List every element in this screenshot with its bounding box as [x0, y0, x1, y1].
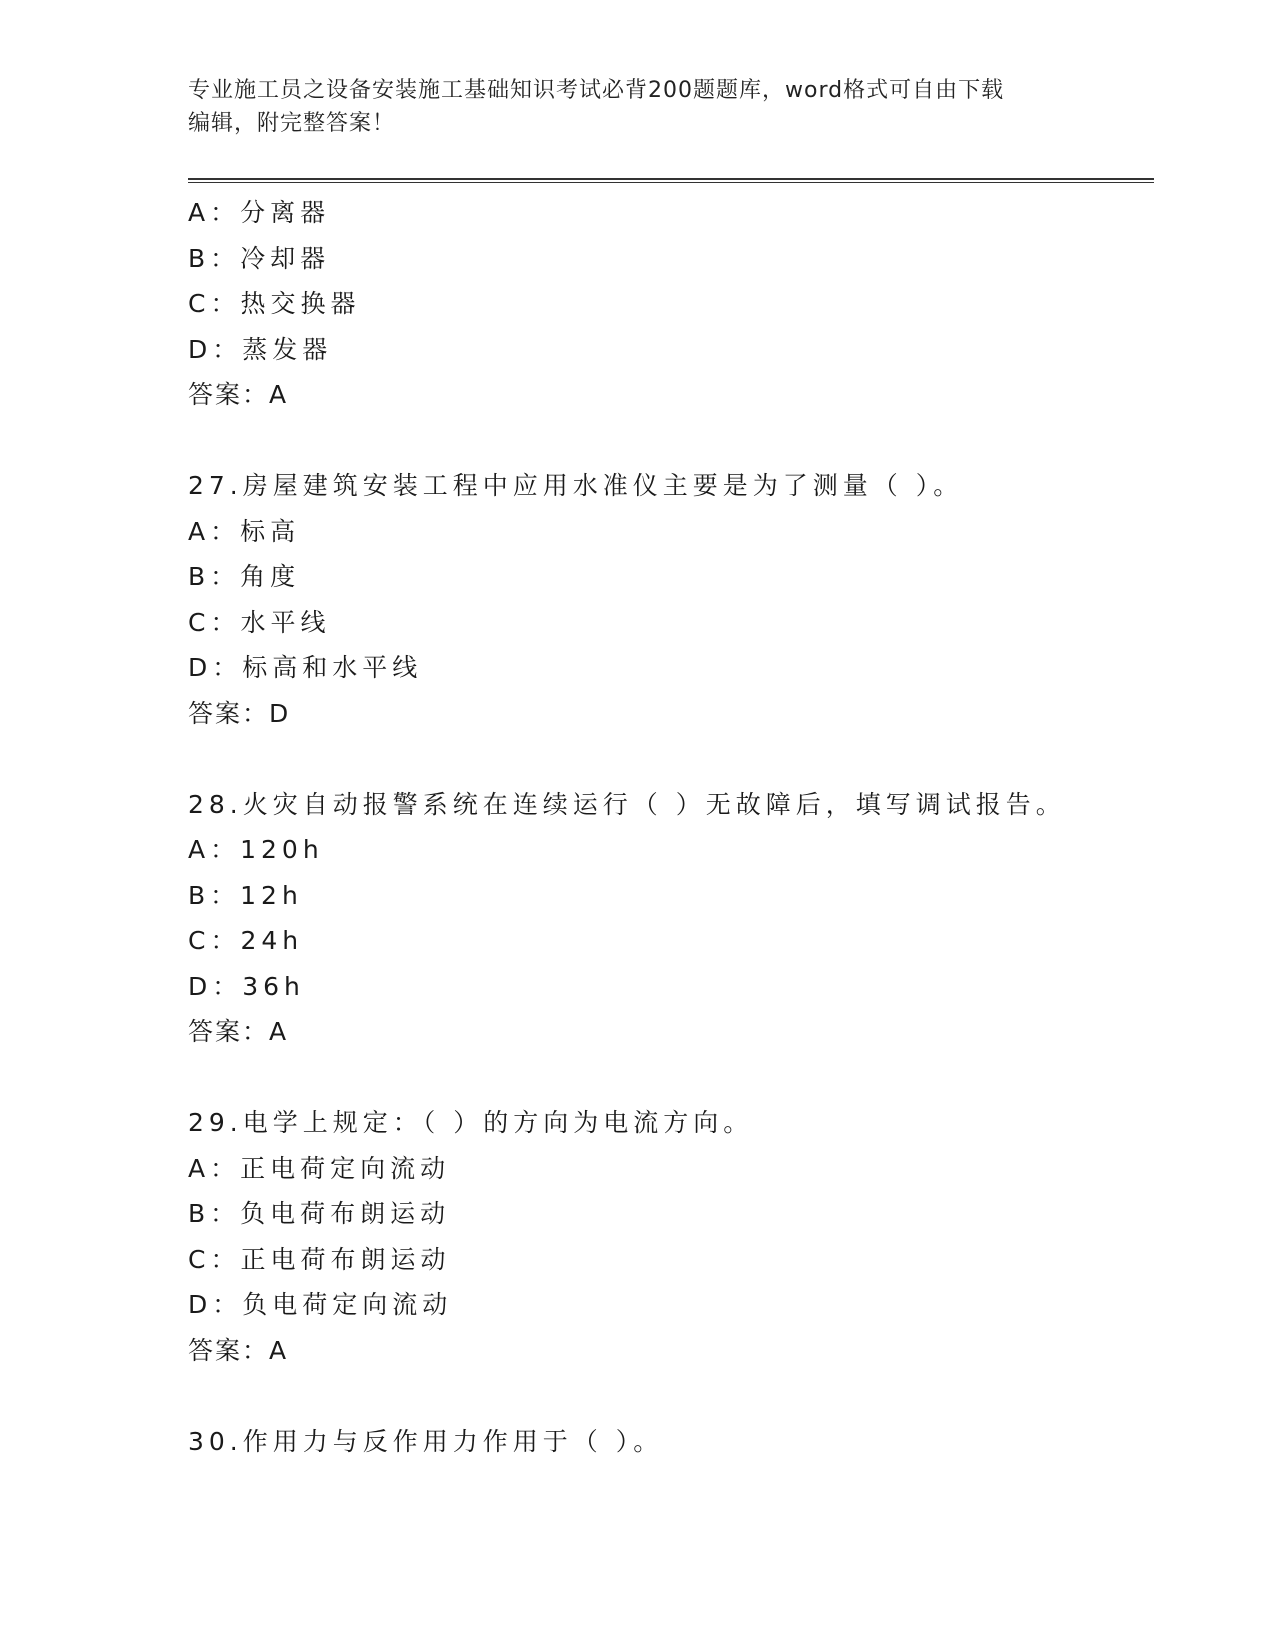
q27-option-c: C：水平线	[188, 607, 331, 637]
q27-option-b: B：角度	[188, 562, 301, 591]
q27-option-a: A：标高	[188, 516, 301, 546]
spacer	[188, 418, 1154, 464]
q29-question: 29.电学上规定：（ ）的方向为电流方向。	[188, 1108, 754, 1137]
spacer	[188, 1055, 1154, 1101]
q27-question: 27.房屋建筑安装工程中应用水准仪主要是为了测量（ ）。	[188, 471, 964, 500]
q29-option-d: D：负电荷定向流动	[188, 1290, 453, 1319]
q26-option-a: A：分离器	[188, 198, 331, 227]
header-divider-thick	[188, 178, 1154, 180]
q26-answer: 答案：A	[188, 380, 289, 409]
spacer	[188, 736, 1154, 782]
q30-question: 30.作用力与反作用力作用于（ ）。	[188, 1426, 664, 1456]
q28-option-c: C：24h	[188, 926, 304, 955]
q29-option-b: B：负电荷布朗运动	[188, 1199, 451, 1228]
q28-option-b: B：12h	[188, 880, 303, 910]
question-26-block	[188, 190, 1154, 418]
header-line-1: 专业施工员之设备安装施工基础知识考试必背200题题库，word格式可自由下载	[188, 78, 1005, 103]
q28-option-d: D：36h	[188, 971, 305, 1001]
q27-answer: 答案：D	[188, 698, 291, 728]
question-list	[188, 190, 1154, 1464]
q28-question: 28.火灾自动报警系统在连续运行（ ）无故障后，填写调试报告。	[188, 789, 1066, 819]
q29-answer: 答案：A	[188, 1335, 289, 1365]
question-27-block	[188, 463, 1154, 736]
q28-option-a: A：120h	[188, 835, 324, 864]
spacer	[188, 1373, 1154, 1419]
header-line-2: 编辑，附完整答案！	[188, 111, 396, 136]
q26-option-b: B：冷却器	[188, 243, 331, 273]
q29-option-c: C：正电荷布朗运动	[188, 1244, 451, 1274]
q27-option-d: D：标高和水平线	[188, 653, 423, 682]
q29-option-a: A：正电荷定向流动	[188, 1153, 451, 1183]
question-29-block	[188, 1100, 1154, 1373]
document-header	[188, 74, 1068, 140]
header-divider-thin	[188, 182, 1154, 183]
question-28-block	[188, 782, 1154, 1055]
q28-answer: 答案：A	[188, 1017, 289, 1046]
question-30-block	[188, 1419, 1154, 1465]
q26-option-d: D：蒸发器	[188, 334, 333, 364]
q26-option-c: C：热交换器	[188, 289, 361, 318]
